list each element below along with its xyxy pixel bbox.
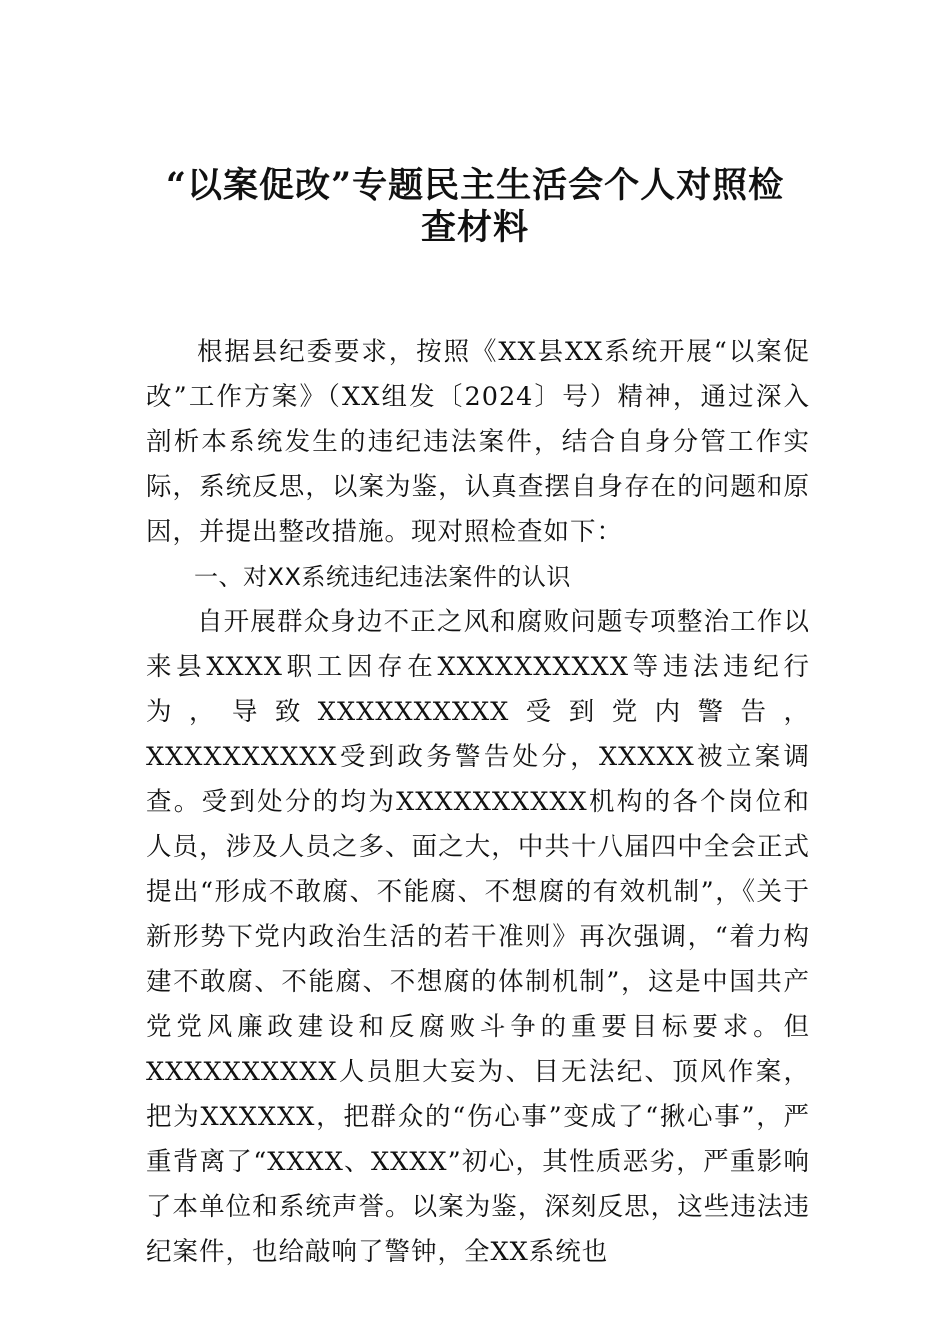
intro-paragraph: 根据县纪委要求，按照《XX县XX系统开展“以案促改”工作方案》（XX组发〔2024〕号）精神，通过深入剖析本系统发生的违纪违法案件，结合自身分管工作实际，系统反思，以案为鉴，认真查摆自身存在的问题和原因，并提出整改措施。现对照检查如下： — [146, 337, 810, 547]
document-body — [146, 330, 810, 1275]
section-heading-1: 一、对XX系统违纪违法案件的认识 — [194, 563, 571, 591]
section-1-paragraph: 自开展群众身边不正之风和腐败问题专项整治工作以来县XXXX职工因存在XXXXXXXXXX等违法违纪行为，导致XXXXXXXXXX受到党内警告，XXXXXXXXXX受到政务警告处分，XXXXX被立案调查。受到处分的均为XXXXXXXXXX机构的各个岗位和人员，涉及人员之多、面之大，中共十八届四中全会正式提出“形成不敢腐、不能腐、不想腐的有效机制”，《关于新形势下党内政治生活的若干准则》再次强调，“着力构建不敢腐、不能腐、不想腐的体制机制”，这是中国共产党党风廉政建设和反腐败斗争的重要目标要求。但XXXXXXXXXX人员胆大妄为、目无法纪、顶风作案，把为XXXXXX，把群众的“伤心事”变成了“揪心事”，严重背离了“XXXX、XXXX”初心，其性质恶劣，严重影响了本单位和系统声誉。以案为鉴，深刻反思，这些违法违纪案件，也给敲响了警钟，全XX系统也 — [146, 607, 810, 1267]
document-title-line-2: 查材料 — [420, 207, 529, 248]
document-title-line-1: “以案促改”专题民主生活会个人对照检 — [165, 165, 785, 206]
